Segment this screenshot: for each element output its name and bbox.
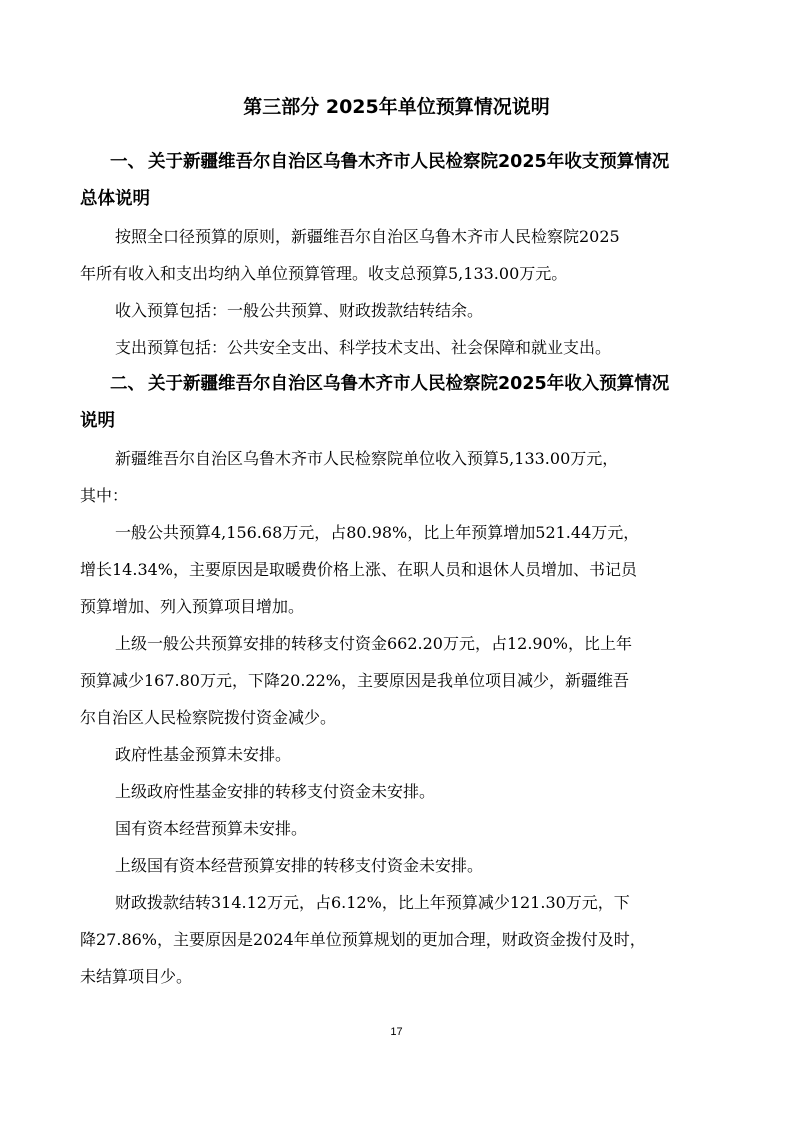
text-line: 年所有收入和支出均纳入单位预算管理。收支总预算5,133.00万元。	[80, 264, 568, 283]
text-line: 新疆维吾尔自治区乌鲁木齐市人民检察院单位收入预算5,133.00万元，	[115, 449, 619, 468]
text-line: 上级国有资本经营预算安排的转移支付资金未安排。	[115, 856, 484, 875]
text-line: 其中：	[80, 486, 129, 505]
section1-paragraph-3	[80, 329, 720, 366]
section2-number: 二、	[110, 374, 145, 394]
text-line: 上级政府性基金安排的转移支付资金未安排。	[115, 782, 436, 801]
section2-paragraph-3	[80, 625, 720, 736]
section1-paragraph-2	[80, 292, 720, 329]
text-line: 按照全口径预算的原则，新疆维吾尔自治区乌鲁木齐市人民检察院2025	[115, 227, 620, 246]
text-line: 国有资本经营预算未安排。	[115, 819, 308, 838]
section2-paragraph-7	[80, 847, 720, 884]
text-line: 未结算项目少。	[80, 967, 193, 986]
section1-heading-line1: 关于新疆维吾尔自治区乌鲁木齐市人民检察院2025年收支预算情况	[148, 152, 670, 172]
text-line: 预算减少167.80万元，下降20.22%，主要原因是我单位项目减少，新疆维吾	[80, 671, 629, 690]
section2-paragraph-5	[80, 773, 720, 810]
section2-paragraph-2	[80, 514, 720, 625]
text-line: 预算增加、列入预算项目增加。	[80, 597, 305, 616]
section2-heading-cont	[80, 403, 730, 440]
page-title: 第三部分 2025年单位预算情况说明	[243, 96, 550, 118]
page-number: 17	[390, 1026, 403, 1038]
section1-heading	[80, 144, 730, 181]
text-line: 上级一般公共预算安排的转移支付资金662.20万元，占12.90%，比上年	[115, 634, 632, 653]
text-line: 一般公共预算4,156.68万元，占80.98%，比上年预算增加521.44万元，	[115, 523, 640, 542]
section2-heading-line2: 说明	[80, 411, 115, 431]
text-line: 收入预算包括：一般公共预算、财政拨款结转结余。	[115, 301, 484, 320]
text-line: 支出预算包括：公共安全支出、科学技术支出、社会保障和就业支出。	[115, 338, 612, 357]
section1-paragraph-1	[80, 218, 720, 292]
section1-heading-cont	[80, 181, 730, 218]
section2-paragraph-8	[80, 884, 720, 995]
section2-paragraph-1	[80, 440, 720, 514]
text-line: 政府性基金预算未安排。	[115, 745, 292, 764]
section2-paragraph-4	[80, 736, 720, 773]
section1-number: 一、	[110, 152, 145, 172]
text-line: 增长14.34%，主要原因是取暖费价格上涨、在职人员和退休人员增加、书记员	[80, 560, 638, 579]
section1-heading-line2: 总体说明	[80, 189, 150, 209]
text-line: 尔自治区人民检察院拨付资金减少。	[80, 708, 337, 727]
text-line: 降27.86%，主要原因是2024年单位预算规划的更加合理，财政资金拨付及时，	[80, 930, 646, 949]
section2-paragraph-6	[80, 810, 720, 847]
section2-heading-line1: 关于新疆维吾尔自治区乌鲁木齐市人民检察院2025年收入预算情况	[148, 374, 670, 394]
text-line: 财政拨款结转314.12万元，占6.12%，比上年预算减少121.30万元，下	[115, 893, 630, 912]
section2-heading	[80, 366, 730, 403]
